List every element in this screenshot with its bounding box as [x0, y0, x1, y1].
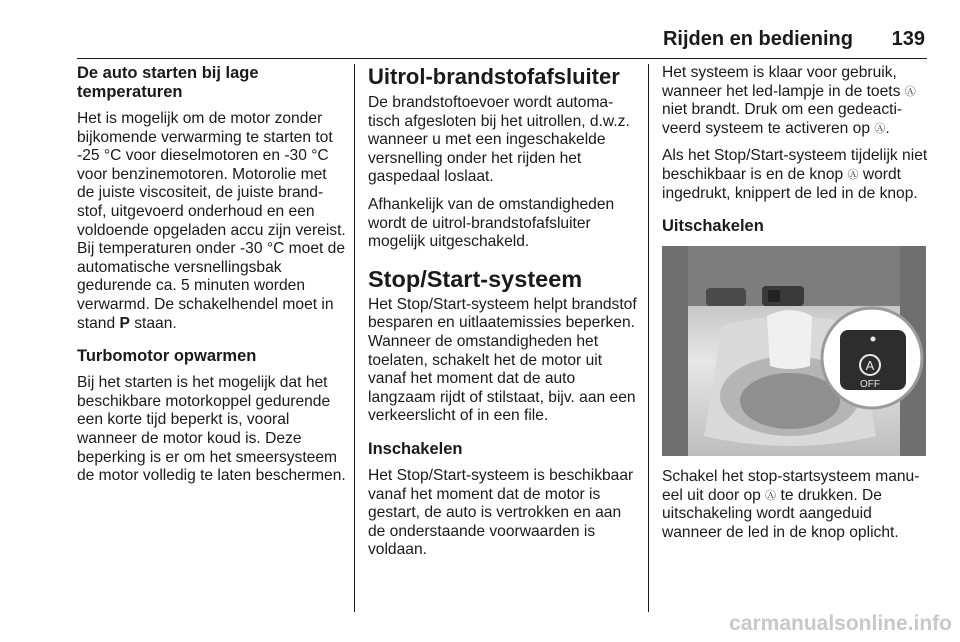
page-header	[77, 26, 927, 59]
stop-start-button-icon: Ⓐ	[765, 489, 777, 502]
column-middle	[368, 64, 638, 569]
stop-start-button-icon: Ⓐ	[904, 85, 916, 98]
section-title: Rijden en bediening	[662, 28, 853, 50]
stop-start-button-icon: Ⓐ	[874, 122, 886, 135]
heading-enable: Inschakelen	[368, 439, 463, 458]
heading-turbo: Turbomotor opwarmen	[77, 347, 257, 366]
column-left	[77, 64, 347, 495]
column-divider	[354, 64, 355, 612]
off-label: OFF	[860, 379, 880, 391]
svg-text:A: A	[865, 358, 875, 374]
paragraph-enable: Het Stop/Start-systeem is beschikbaar vanaf het moment dat de motor is gestart, de auto is vertrokken en aan de onderstaande voorwaarden is voldaan.	[368, 466, 634, 559]
stop-start-button-icon: Ⓐ	[847, 168, 859, 181]
page-number: 139	[891, 28, 925, 50]
column-right	[662, 64, 932, 552]
paragraph-cold-start: Het is mogelijk om de motor zonder bijkomende verwarming te starten tot -25 °C voor dieselmotoren en -30 °C voor benzinemotoren. Motorolie met de juiste viscositeit, de juiste brandstof, uitgevoerd onderhoud en een voldoende opgeladen accu zijn vereist. Bij temperaturen onder -30 °C moet de automatische versnellingsbak gedurende ca. 5 minuten worden verwarmd. De schakelhendel moet in stand P staan.	[77, 110, 346, 332]
watermark: carmanualsonline.info	[729, 612, 952, 635]
heading-cold-start: De auto starten bij lage temperaturen	[77, 64, 259, 101]
heading-disable: Uitschakelen	[662, 217, 764, 236]
heading-fuel-cutoff: Uitrol-brandstofafsluiter	[368, 64, 620, 89]
paragraph-disable: Schakel het stop-startsysteem manueel uit door op Ⓐ te drukken. De uitschakeling wordt aangeduid wanneer de led in de knop oplicht.	[662, 468, 920, 541]
paragraph-ready: Het systeem is klaar voor gebruik, wanneer het led-lampje in de toets Ⓐ niet brandt. Druk om een gedeactiveerd systeem te activeren op Ⓐ.	[662, 64, 916, 137]
paragraph-turbo: Bij het starten is het mogelijk dat het beschikbare motorkoppel gedurende een korte tijd beperkt is, vooral wanneer de motor koud is. Deze beperking is er om het smeersysteem de motor volledig te laten beschermen.	[77, 374, 346, 485]
paragraph-stop-start: Het Stop/Start-systeem helpt brandstof besparen en uitlaatemissies beperken. Wanneer de omstandigheden het toelaten, schakelt het de motor uit vanaf het moment dat de auto langzaam rijdt of stilstaat, bijv. aan een verkeerslicht of in een file.	[368, 295, 637, 425]
paragraph-fuel-cutoff-2: Afhankelijk van de omstandigheden wordt de uitrol-brandstofafsluiter mogelijk uitgeschakeld.	[368, 195, 615, 251]
column-divider	[648, 64, 649, 612]
paragraph-unavailable: Als het Stop/Start-systeem tijdelijk niet beschikbaar is en de knop Ⓐ wordt ingedrukt, knippert de led in de knop.	[662, 147, 928, 202]
heading-stop-start: Stop/Start-systeem	[368, 265, 583, 292]
paragraph-fuel-cutoff-1: De brandstoftoevoer wordt automatisch afgesloten bij het uitrollen, d.w.z. wanneer u met een ingeschakelde versnelling onder het rijden het gaspedaal loslaat.	[368, 94, 630, 186]
console-photo	[662, 246, 926, 456]
console-illustration	[662, 246, 926, 456]
